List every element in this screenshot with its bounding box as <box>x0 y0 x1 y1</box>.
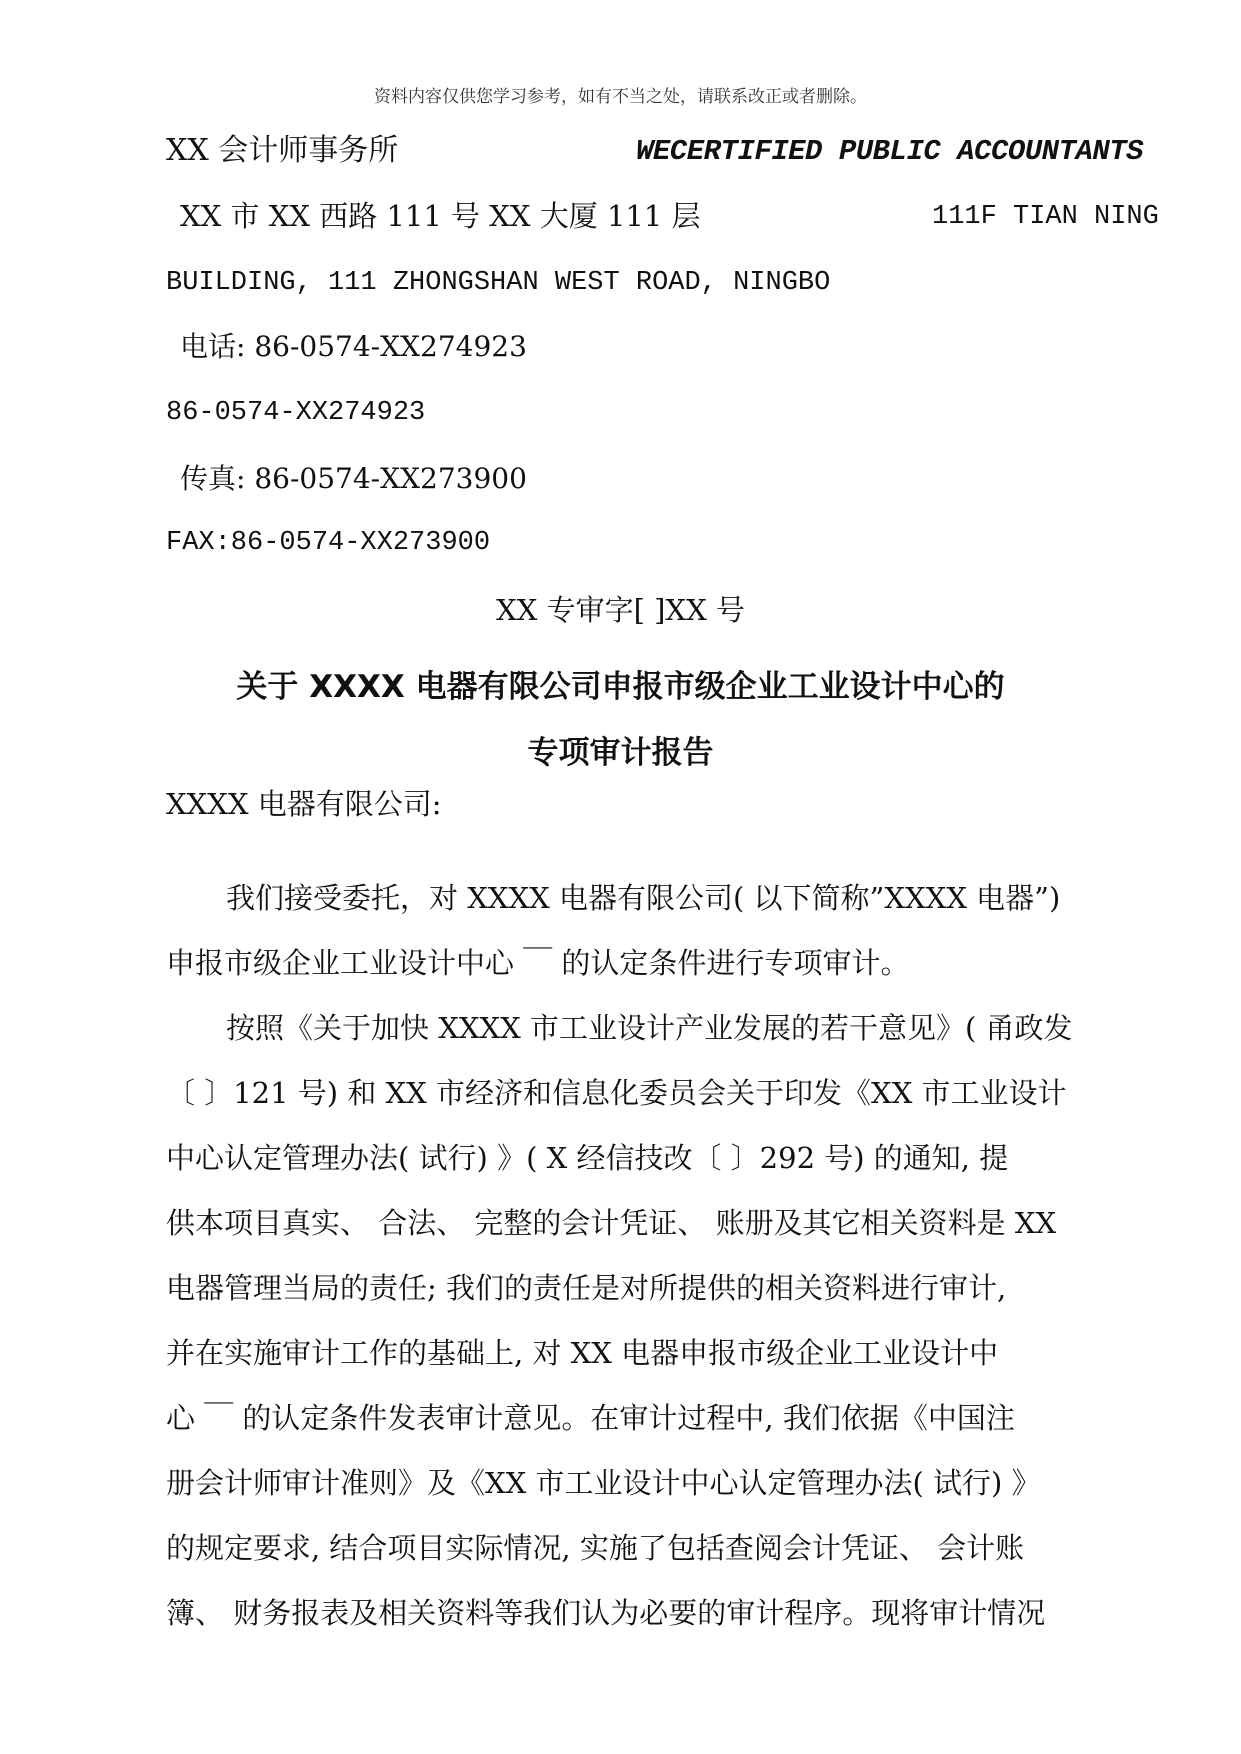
body-line: 我们接受委托，对 XXXX 电器有限公司( 以下简称”XXXX 电器”) <box>226 881 1061 915</box>
body-line: 电器管理当局的责任; 我们的责任是对所提供的相关资料进行审计, <box>166 1271 1007 1305</box>
body-line: 〔 〕121 号) 和 XX 市经济和信息化委员会关于印发《XX 市工业设计 <box>166 1076 1067 1110</box>
firm-name-cn: XX 会计师事务所 <box>166 133 399 168</box>
firm-address-en-line2: BUILDING, 111 ZHONGSHAN WEST ROAD, NINGBO <box>166 268 831 298</box>
body-line: 按照《关于加快 XXXX 市工业设计产业发展的若干意见》( 甬政发 <box>226 1011 1073 1045</box>
report-title-line1: 关于 XXXX 电器有限公司申报市级企业工业设计中心的 <box>236 669 1005 705</box>
report-title-line2: 专项审计报告 <box>527 735 714 771</box>
firm-tel-cn: 电话: 86-0574-XX274923 <box>180 330 527 363</box>
body-line: 簿、 财务报表及相关资料等我们认为必要的审计程序。现将审计情况 <box>166 1596 1046 1630</box>
firm-tel-en: 86-0574-XX274923 <box>166 398 426 428</box>
firm-address-en-line1: 111F TIAN NING <box>932 202 1159 232</box>
body-line: 的规定要求, 结合项目实际情况, 实施了包括查阅会计凭证、 会计账 <box>166 1531 1025 1565</box>
document-number: XX 专审字[ ]XX 号 <box>496 593 745 627</box>
body-line: 并在实施审计工作的基础上, 对 XX 电器申报市级企业工业设计中 <box>166 1336 999 1370</box>
firm-name-en: WECERTIFIED PUBLIC ACCOUNTANTS <box>636 135 1144 168</box>
addressee: XXXX 电器有限公司: <box>166 787 442 821</box>
firm-fax-cn: 传真: 86-0574-XX273900 <box>180 462 527 495</box>
body-line: 册会计师审计准则》及《XX 市工业设计中心认定管理办法( 试行) 》 <box>166 1466 1041 1500</box>
body-line: 申报市级企业工业设计中心 ￣ 的认定条件进行专项审计。 <box>166 946 910 980</box>
firm-fax-en: FAX:86-0574-XX273900 <box>166 528 491 558</box>
body-line: 供本项目真实、 合法、 完整的会计凭证、 账册及其它相关资料是 XX <box>166 1206 1057 1240</box>
firm-address-cn: XX 市 XX 西路 111 号 XX 大厦 111 层 <box>180 199 701 233</box>
body-line: 心 ￣ 的认定条件发表审计意见。在审计过程中, 我们依据《中国注 <box>166 1401 1015 1435</box>
body-line: 中心认定管理办法( 试行) 》( X 经信技改〔 〕292 号) 的通知, 提 <box>166 1141 1009 1175</box>
header-note: 资料内容仅供您学习参考，如有不当之处，请联系改正或者删除。 <box>374 87 867 107</box>
